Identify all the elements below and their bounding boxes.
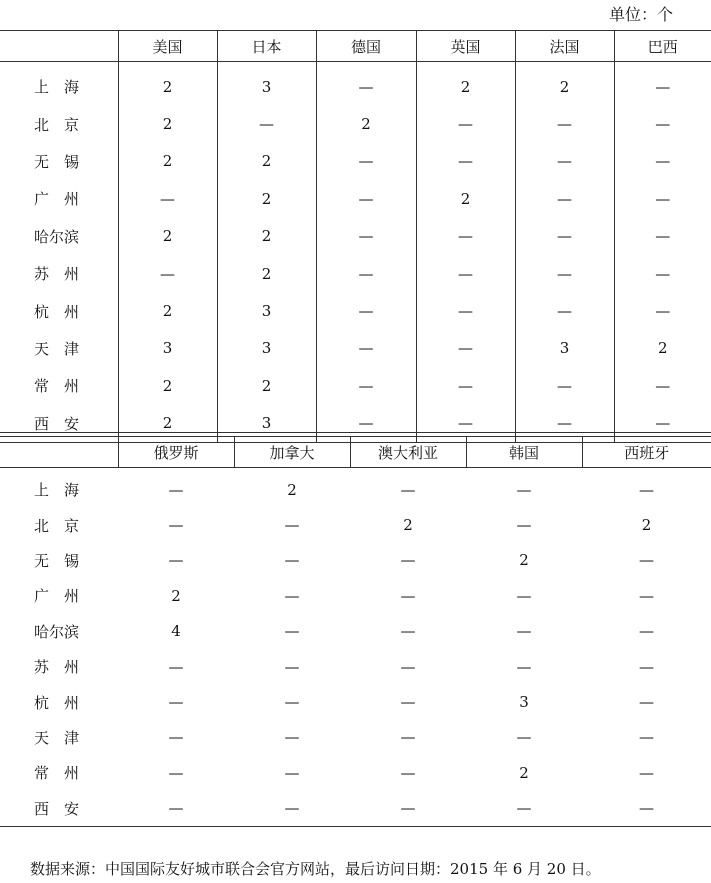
- unit-label: 单位：个: [608, 5, 673, 24]
- table-row: [0, 143, 711, 180]
- column-header: 日本: [217, 31, 316, 62]
- value-cell: 4: [171, 622, 181, 641]
- column-header: 巴西: [614, 31, 711, 62]
- header-blank: [0, 437, 118, 468]
- header-blank: [0, 31, 118, 62]
- value-cell: —: [400, 551, 416, 570]
- value-cell: —: [284, 622, 300, 641]
- column-header: 韩国: [466, 437, 582, 468]
- value-cell: —: [168, 516, 184, 535]
- table-divider: [0, 432, 711, 433]
- value-cell: —: [614, 255, 711, 292]
- value-cell: 3: [217, 330, 316, 367]
- value-cell: 3: [217, 292, 316, 329]
- value-cell: —: [614, 105, 711, 142]
- table-row: [0, 62, 711, 106]
- value-cell: —: [168, 551, 184, 570]
- value-cell: 2: [217, 367, 316, 404]
- value-cell: 2: [614, 330, 711, 367]
- city-cell: 苏 州: [34, 265, 80, 284]
- value-cell: 3: [515, 330, 614, 367]
- city-cell: 上 海: [34, 78, 80, 97]
- column-header: 加拿大: [234, 437, 350, 468]
- value-cell: —: [284, 516, 300, 535]
- value-cell: 2: [519, 551, 529, 570]
- table-header-row: [0, 31, 711, 62]
- value-cell: —: [639, 657, 654, 676]
- value-cell: 2: [118, 405, 217, 443]
- value-cell: —: [217, 105, 316, 142]
- city-cell: 天 津: [34, 339, 80, 358]
- value-cell: —: [284, 763, 300, 782]
- value-cell: —: [316, 330, 416, 367]
- city-cell: 广 州: [34, 190, 80, 209]
- value-cell: —: [416, 292, 515, 329]
- value-cell: 2: [118, 292, 217, 329]
- table-row: [0, 292, 711, 329]
- city-cell: 无 锡: [34, 551, 80, 570]
- value-cell: —: [639, 551, 654, 570]
- table-row: [0, 649, 711, 684]
- value-cell: —: [400, 622, 416, 641]
- city-cell: 杭 州: [34, 302, 80, 321]
- table-row: [0, 367, 711, 404]
- value-cell: —: [168, 693, 184, 712]
- value-cell: 3: [118, 330, 217, 367]
- value-cell: —: [400, 728, 416, 747]
- value-cell: —: [614, 405, 711, 443]
- value-cell: —: [168, 799, 184, 818]
- city-cell: 西 安: [34, 414, 80, 433]
- value-cell: —: [416, 143, 515, 180]
- value-cell: —: [416, 330, 515, 367]
- value-cell: 2: [515, 62, 614, 106]
- value-cell: —: [118, 180, 217, 217]
- value-cell: 2: [171, 586, 181, 605]
- value-cell: —: [516, 586, 532, 605]
- value-cell: —: [284, 693, 300, 712]
- city-cell: 北 京: [34, 115, 80, 134]
- city-cell: 广 州: [34, 587, 80, 606]
- value-cell: —: [515, 292, 614, 329]
- table-row: [0, 543, 711, 578]
- value-cell: —: [284, 657, 300, 676]
- city-cell: 哈尔滨: [34, 622, 80, 641]
- table-row: [0, 330, 711, 367]
- table-row: [0, 791, 711, 827]
- value-cell: —: [400, 799, 416, 818]
- value-cell: —: [515, 105, 614, 142]
- value-cell: —: [515, 367, 614, 404]
- table-row: [0, 614, 711, 649]
- value-cell: 2: [217, 143, 316, 180]
- column-header: 法国: [515, 31, 614, 62]
- value-cell: —: [416, 105, 515, 142]
- value-cell: 2: [217, 180, 316, 217]
- value-cell: 2: [403, 516, 413, 535]
- table-row: [0, 507, 711, 542]
- value-cell: —: [400, 693, 416, 712]
- value-cell: —: [416, 255, 515, 292]
- value-cell: —: [639, 622, 654, 641]
- city-cell: 北 京: [34, 516, 80, 535]
- table-bottom: [0, 436, 711, 827]
- value-cell: 2: [416, 180, 515, 217]
- value-cell: —: [515, 255, 614, 292]
- column-header: 德国: [316, 31, 416, 62]
- city-cell: 哈尔滨: [34, 227, 80, 246]
- value-cell: —: [168, 657, 184, 676]
- table-row: [0, 468, 711, 508]
- value-cell: 2: [519, 763, 529, 782]
- city-cell: 常 州: [34, 377, 80, 396]
- value-cell: 2: [217, 255, 316, 292]
- value-cell: —: [284, 586, 300, 605]
- value-cell: —: [316, 367, 416, 404]
- city-cell: 天 津: [34, 728, 80, 747]
- value-cell: —: [400, 763, 416, 782]
- value-cell: —: [400, 657, 416, 676]
- value-cell: —: [118, 255, 217, 292]
- table-top: [0, 30, 711, 443]
- value-cell: 2: [217, 218, 316, 255]
- value-cell: 2: [118, 62, 217, 106]
- value-cell: —: [515, 405, 614, 443]
- city-cell: 常 州: [34, 764, 80, 783]
- value-cell: —: [639, 693, 654, 712]
- column-header: 澳大利亚: [350, 437, 466, 468]
- value-cell: —: [400, 586, 416, 605]
- value-cell: 2: [118, 105, 217, 142]
- value-cell: —: [316, 143, 416, 180]
- value-cell: —: [639, 586, 654, 605]
- value-cell: —: [316, 62, 416, 106]
- value-cell: 3: [217, 62, 316, 106]
- table-row: [0, 180, 711, 217]
- value-cell: —: [516, 799, 532, 818]
- table-row: [0, 105, 711, 142]
- value-cell: —: [516, 622, 532, 641]
- city-cell: 上 海: [34, 481, 80, 500]
- value-cell: —: [516, 657, 532, 676]
- value-cell: —: [168, 728, 184, 747]
- value-cell: —: [614, 367, 711, 404]
- value-cell: 3: [217, 405, 316, 443]
- value-cell: —: [316, 255, 416, 292]
- value-cell: —: [316, 180, 416, 217]
- column-header: 英国: [416, 31, 515, 62]
- column-header: 美国: [118, 31, 217, 62]
- column-header: 西班牙: [582, 437, 711, 468]
- value-cell: 2: [641, 516, 652, 535]
- value-cell: —: [516, 728, 532, 747]
- value-cell: 2: [118, 367, 217, 404]
- value-cell: —: [316, 405, 416, 443]
- table-row: [0, 578, 711, 613]
- value-cell: —: [416, 367, 515, 404]
- city-cell: 无 锡: [34, 152, 80, 171]
- value-cell: —: [284, 551, 300, 570]
- value-cell: —: [639, 480, 654, 499]
- value-cell: —: [400, 480, 416, 499]
- table-row: [0, 684, 711, 719]
- column-header: 俄罗斯: [118, 437, 234, 468]
- value-cell: —: [516, 516, 532, 535]
- value-cell: —: [515, 180, 614, 217]
- city-cell: 苏 州: [34, 658, 80, 677]
- value-cell: —: [614, 218, 711, 255]
- source-note: 数据来源：中国国际友好城市联合会官方网站，最后访问日期：2015 年 6 月 20 日。: [30, 860, 601, 878]
- value-cell: 2: [118, 143, 217, 180]
- value-cell: —: [516, 480, 532, 499]
- table-row: [0, 720, 711, 755]
- value-cell: 2: [316, 105, 416, 142]
- value-cell: —: [168, 480, 184, 499]
- value-cell: —: [614, 143, 711, 180]
- value-cell: —: [639, 763, 654, 782]
- value-cell: —: [168, 763, 184, 782]
- value-cell: —: [639, 728, 654, 747]
- city-cell: 杭 州: [34, 693, 80, 712]
- value-cell: 2: [416, 62, 515, 106]
- value-cell: —: [416, 218, 515, 255]
- value-cell: —: [284, 799, 300, 818]
- table-header-row: [0, 437, 711, 468]
- value-cell: 2: [287, 480, 297, 499]
- value-cell: —: [316, 292, 416, 329]
- value-cell: —: [284, 728, 300, 747]
- table-row: [0, 755, 711, 790]
- value-cell: —: [316, 218, 416, 255]
- value-cell: —: [515, 218, 614, 255]
- value-cell: —: [639, 799, 654, 818]
- city-cell: 西 安: [34, 799, 80, 818]
- value-cell: —: [614, 292, 711, 329]
- value-cell: 3: [519, 693, 529, 712]
- value-cell: —: [614, 62, 711, 106]
- value-cell: —: [515, 143, 614, 180]
- value-cell: —: [614, 180, 711, 217]
- table-row: [0, 255, 711, 292]
- table-row: [0, 218, 711, 255]
- value-cell: 2: [118, 218, 217, 255]
- value-cell: —: [416, 405, 515, 443]
